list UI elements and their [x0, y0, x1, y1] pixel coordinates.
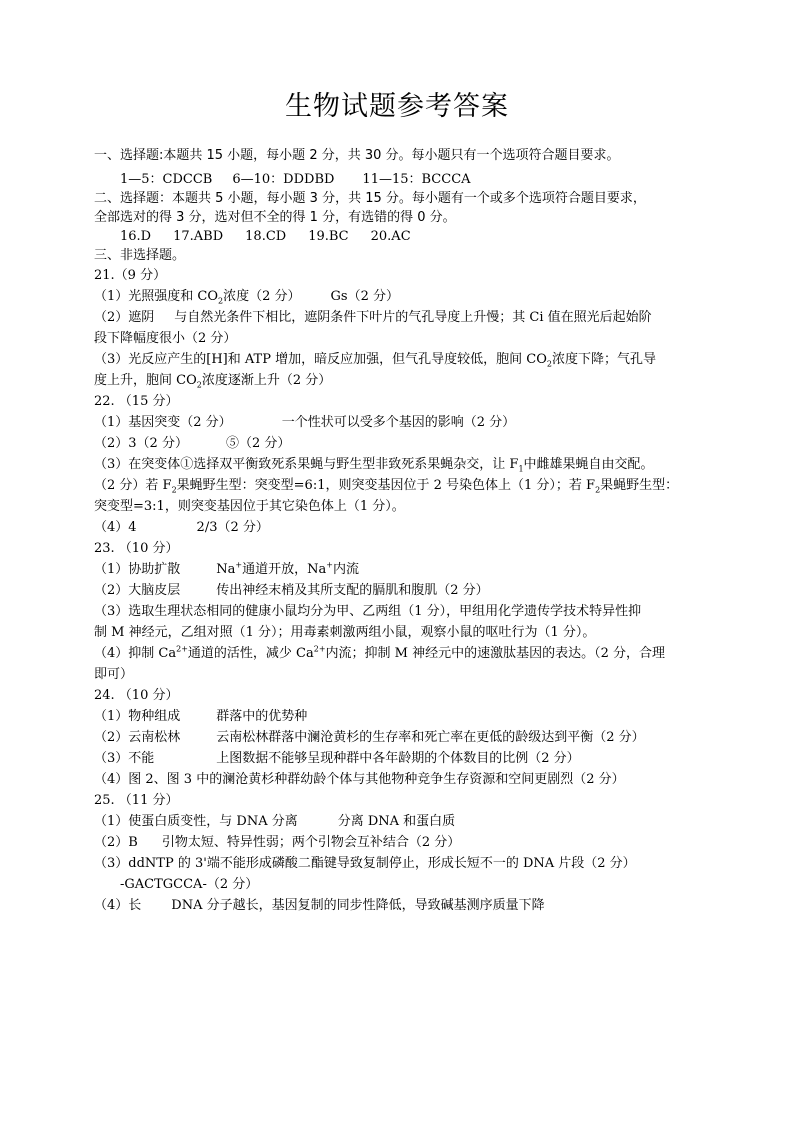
q21-part1-answer2: Gs（2 分）	[330, 289, 399, 304]
q22-part1-answer2: 一个性状可以受多个基因的影响（2 分）	[281, 415, 516, 430]
subscript: 2	[218, 296, 224, 306]
answer-17: 17.ABD	[173, 229, 224, 244]
section1-header: 一、选择题:本题共 15 小题，每小题 2 分，共 30 分。每小题只有一个选项符合题目要求。	[94, 148, 620, 163]
subscript: 1	[518, 464, 524, 474]
answer-16: 16.D	[120, 229, 152, 244]
q23-part4-text3: 内流；抑制 M 神经元中的速激肽基因的表达。（2 分，合理	[325, 646, 666, 661]
section3-header: 三、非选择题。	[94, 248, 186, 263]
answer-11-15: 11—15：BCCCA	[362, 172, 471, 187]
q25-part1-answer1: （1）使蛋白质变性，与 DNA 分离	[94, 814, 298, 829]
q23-part2-answer2: 传出神经末梢及其所支配的膈肌和腹肌（2 分）	[216, 583, 489, 598]
answer-20: 20.AC	[370, 229, 411, 244]
q22-part3-text2: 中雌雄果蝇自由交配。	[523, 457, 654, 472]
q22-part1	[94, 414, 734, 431]
q24-part4: （4）图 2、图 3 中的澜沧黄杉种群幼龄个体与其他物种竞争生存资源和空间更剧烈（2 分）	[94, 772, 625, 787]
q21-part1	[94, 288, 734, 305]
q22-part3-cont-text: （2 分）若 F	[94, 478, 172, 493]
section1-answers	[120, 171, 760, 188]
q22-part2-answer1: （2）3（2 分）	[94, 436, 188, 451]
q23-part3: （3）选取生理状态相同的健康小鼠均分为甲、乙两组（1 分），甲组用化学遗传学技术特异性抑	[94, 604, 642, 619]
q23-part1-text: Na	[216, 562, 236, 577]
answer-19: 19.BC	[308, 229, 349, 244]
q25-part2	[94, 834, 734, 851]
q25-part1	[94, 813, 734, 830]
q25-part4	[94, 897, 734, 914]
q24-part3	[94, 750, 734, 767]
q25-part1-answer2: 分离 DNA 和蛋白质	[337, 814, 456, 829]
q25-heading: 25. （11 分）	[94, 793, 179, 808]
q23-part1-text3: 内流	[332, 562, 359, 577]
q21-part3	[94, 351, 734, 368]
section2-header-line1: 二、选择题：本题共 5 小题，每小题 3 分，共 15 分。每小题有一个或多个选项符合题目要求，	[94, 191, 646, 206]
q21-part3-cont-text: 度上升，胞间 CO	[94, 373, 197, 388]
subscript: 2	[546, 359, 552, 369]
subscript: 2	[595, 485, 601, 495]
q24-part1	[94, 708, 734, 725]
q24-part1-answer2: 群落中的优势种	[216, 709, 308, 724]
q21-part1-text: （1）光照强度和 CO	[94, 289, 219, 304]
q21-part2-cont: 段下降幅度很小（2 分）	[94, 331, 237, 346]
q22-part3-cont-text2: 果蝇野生型：突变型=6:1，则突变基因位于 2 号染色体上（1 分）；若 F	[176, 478, 596, 493]
q23-part3-cont: 制 M 神经元，乙组对照（1 分）；用毒素刺激两组小鼠，观察小鼠的呕吐行为（1 分）。	[94, 625, 596, 640]
q24-part1-answer1: （1）物种组成	[94, 709, 181, 724]
superscript: +	[326, 560, 333, 570]
q22-part4-answer1: （4）4	[94, 520, 137, 535]
subscript: 2	[196, 380, 202, 390]
q23-part1-answer1: （1）协助扩散	[94, 562, 181, 577]
q22-part3-text: （3）在突变体①选择双平衡致死系果蝇与野生型非致死系果蝇杂交，让 F	[94, 457, 519, 472]
q23-part4-text: （4）抑制 Ca	[94, 646, 177, 661]
q23-part4	[94, 645, 734, 662]
q21-heading: 21.（9 分）	[94, 268, 167, 283]
q24-part3-answer1: （3）不能	[94, 751, 155, 766]
q25-part4-answer2: DNA 分子越长，基因复制的同步性降低，导致碱基测序质量下降	[171, 898, 545, 913]
q23-heading: 23. （10 分）	[94, 541, 179, 556]
q23-part1	[94, 561, 734, 578]
q24-part2	[94, 729, 734, 746]
q22-part4	[94, 519, 734, 536]
q25-part4-answer1: （4）长	[94, 898, 142, 913]
q23-part1-text2: 通道开放，Na	[242, 562, 327, 577]
q22-part2	[94, 435, 734, 452]
q25-part3-answer2: -GACTGCCA-（2 分）	[120, 877, 259, 892]
q23-part4-text2: 通道的活性，减少 Ca	[187, 646, 314, 661]
q23-part2-answer1: （2）大脑皮层	[94, 583, 181, 598]
q21-part2	[94, 309, 734, 326]
q22-heading: 22. （15 分）	[94, 394, 179, 409]
q24-part2-answer2: 云南松林群落中澜沧黄杉的生存率和死亡率在更低的龄级达到平衡（2 分）	[216, 730, 645, 745]
q21-part3-cont-text2: 浓度逐渐上升（2 分）	[201, 373, 332, 388]
subscript: 2	[171, 485, 177, 495]
q22-part3-cont	[94, 477, 734, 494]
q21-part3-cont	[94, 372, 734, 389]
q22-part3-cont-text3: 果蝇野生型：	[600, 478, 679, 493]
q21-part3-text: （3）光反应产生的[H]和 ATP 增加，暗反应加强，但气孔导度较低，胞间 CO	[94, 352, 547, 367]
q24-heading: 24. （10 分）	[94, 688, 179, 703]
answer-6-10: 6—10：DDDBD	[232, 172, 335, 187]
q21-part1-text2: 浓度（2 分）	[223, 289, 301, 304]
q23-part2	[94, 582, 734, 599]
section2-header-line2: 全部选对的得 3 分，选对但不全的得 1 分，有选错的得 0 分。	[94, 210, 456, 225]
q24-part2-answer1: （2）云南松林	[94, 730, 181, 745]
q22-part4-answer2: 2/3（2 分）	[196, 520, 269, 535]
superscript: 2+	[176, 644, 188, 654]
q21-part2-answer1: （2）遮阴	[94, 310, 155, 325]
q22-part3	[94, 456, 734, 473]
superscript: 2+	[313, 644, 326, 654]
q22-part1-answer1: （1）基因突变（2 分）	[94, 415, 232, 430]
section2-answers	[120, 228, 760, 245]
answer-1-5: 1—5：CDCCB	[120, 172, 213, 187]
q25-part2-answer1: （2）B	[94, 835, 138, 850]
answer-18: 18.CD	[245, 229, 287, 244]
q22-part2-answer2: ⑤（2 分）	[225, 436, 291, 451]
q21-part2-answer2: 与自然光条件下相比，遮阴条件下叶片的气孔导度上升慢；其 Ci 值在照光后起始阶	[174, 310, 652, 325]
q21-part3-text2: 浓度下降；气孔导	[551, 352, 656, 367]
page-title: 生物试题参考答案	[285, 91, 509, 122]
superscript: +	[235, 560, 243, 570]
q22-part3-cont2: 突变型=3:1，则突变基因位于其它染色体上（1 分）。	[94, 499, 405, 514]
q25-part3: （3）ddNTP 的 3'端不能形成磷酸二酯键导致复制停止，形成长短不一的 DNA 片段（2 分）	[94, 856, 636, 871]
q24-part3-answer2: 上图数据不能够呈现种群中各年龄期的个体数目的比例（2 分）	[216, 751, 580, 766]
q25-part2-answer2: 引物太短、特异性弱；两个引物会互补结合（2 分）	[161, 835, 461, 850]
q23-part4-cont: 即可）	[94, 667, 134, 682]
